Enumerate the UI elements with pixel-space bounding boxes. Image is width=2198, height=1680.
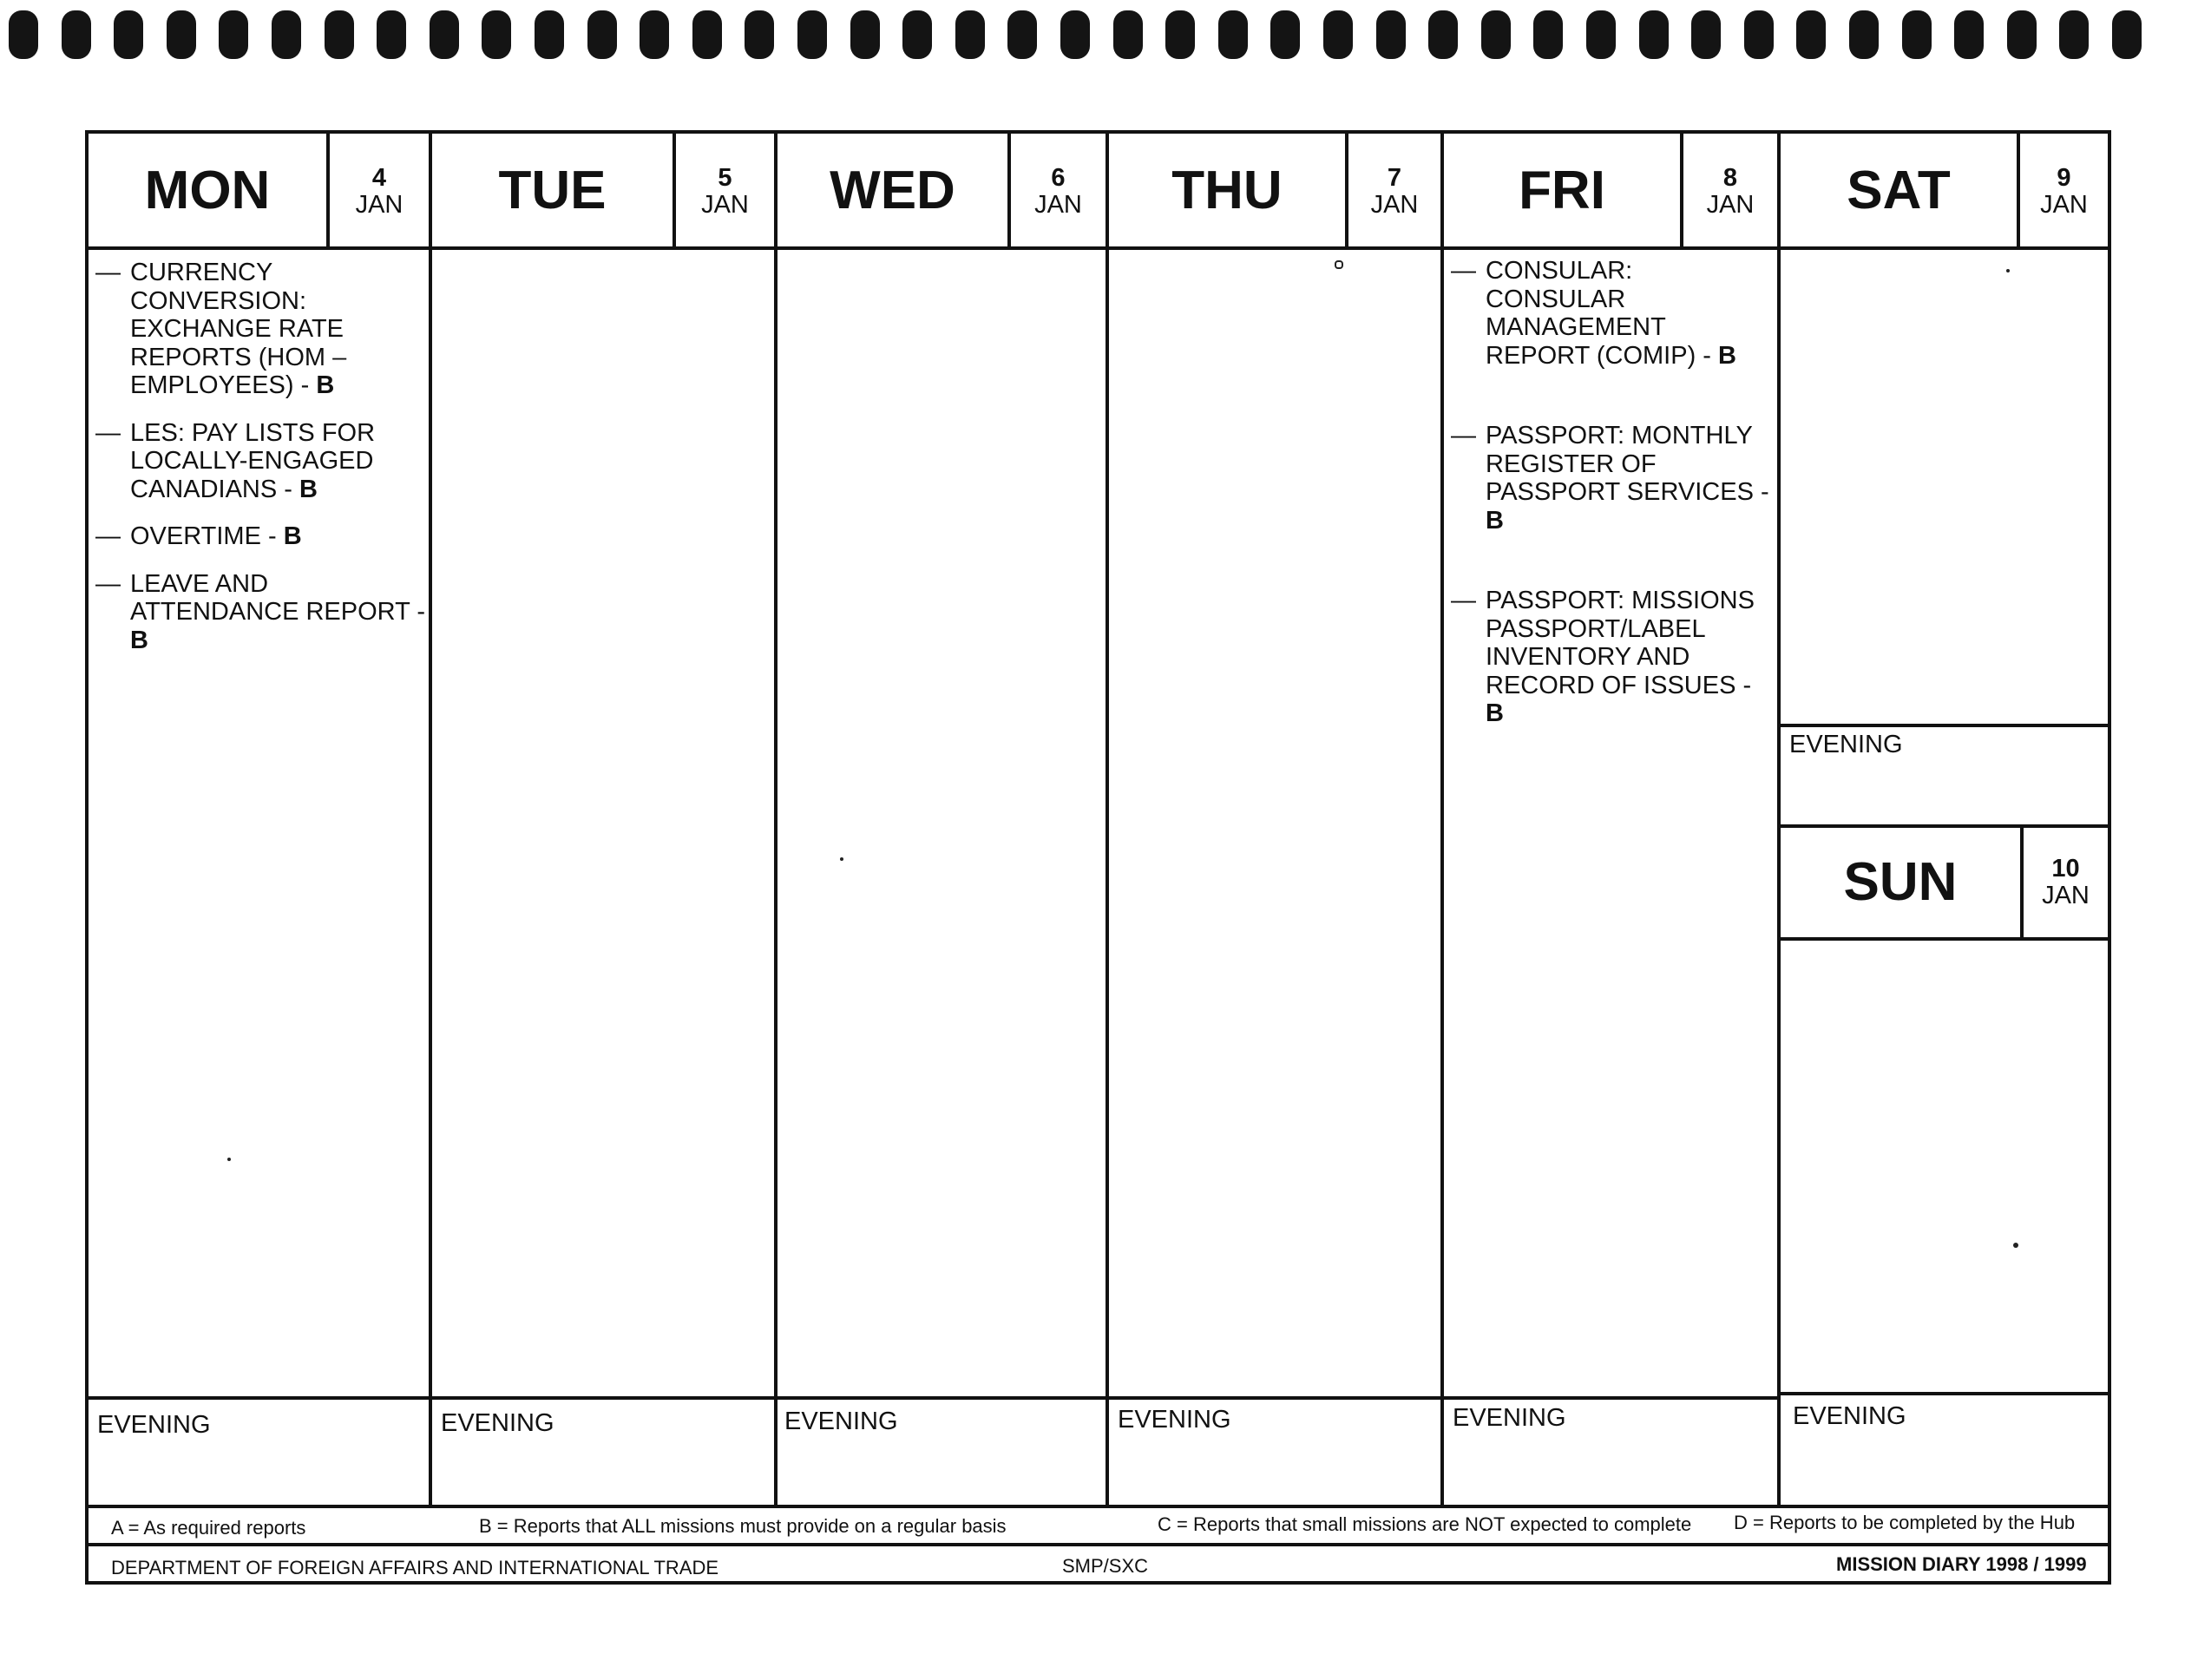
report-entry (1451, 587, 1774, 728)
entry-code: B (1486, 506, 1504, 535)
day-month: JAN (1034, 191, 1082, 219)
day-month: JAN (701, 191, 749, 219)
evening-line (89, 1396, 1777, 1400)
binder-hole (1218, 10, 1248, 59)
entry-dash: — (95, 522, 121, 550)
binder-hole (2112, 10, 2142, 59)
binder-hole (640, 10, 669, 59)
binder-hole (1744, 10, 1774, 59)
binder-hole (1323, 10, 1353, 59)
day-name-mon: MON (144, 161, 271, 220)
entry-code: B (1486, 699, 1504, 727)
binder-hole (1902, 10, 1932, 59)
binder-hole (1639, 10, 1669, 59)
evening-label-sun: EVENING (1793, 1402, 1906, 1430)
day-number: 9 (2057, 164, 2071, 192)
day-date-wed (1011, 165, 1106, 219)
entry-dash: — (1451, 422, 1476, 450)
entry-code: B (283, 522, 302, 550)
binder-hole (272, 10, 301, 59)
report-entry (1451, 422, 1774, 535)
report-entry (1451, 257, 1774, 370)
entry-text: PASSPORT: MISSIONS PASSPORT/LABEL INVENTORY AND RECORD OF ISSUES - (1486, 587, 1755, 699)
binder-hole (1796, 10, 1826, 59)
day-number: 6 (1051, 164, 1066, 192)
binder-hole (1954, 10, 1984, 59)
binder-hole (535, 10, 564, 59)
binder-hole (430, 10, 459, 59)
day-date-thu (1348, 165, 1440, 219)
mon-entries (95, 259, 425, 673)
day-name-wed: WED (830, 161, 955, 220)
binder-hole (325, 10, 354, 59)
entry-text: LEAVE AND ATTENDANCE REPORT - (130, 569, 425, 626)
day-date-sun (2024, 856, 2108, 909)
binder-hole (2059, 10, 2089, 59)
entry-dash: — (95, 418, 121, 447)
binder-hole (1113, 10, 1143, 59)
report-entry (95, 259, 425, 400)
scan-speck (227, 1158, 231, 1161)
entry-text: CURRENCY CONVERSION: EXCHANGE RATE REPORTS (HOM – EMPLOYEES) - (130, 259, 347, 399)
sun-evening-line (1777, 1392, 2108, 1395)
binder-hole (219, 10, 248, 59)
fri-entries (1451, 257, 1774, 747)
entry-dash: — (1451, 587, 1476, 614)
day-month: JAN (2040, 191, 2088, 219)
binder-hole (167, 10, 196, 59)
evening-label-sat: EVENING (1789, 731, 1903, 758)
entry-code: B (299, 475, 318, 503)
day-month: JAN (2042, 882, 2090, 909)
legend-top-line (89, 1505, 2108, 1508)
binder-hole (1007, 10, 1037, 59)
day-number: 5 (718, 164, 732, 192)
entry-dash: — (95, 569, 121, 598)
binder-hole (692, 10, 722, 59)
legend-b: B = Reports that ALL missions must provide on a regular basis (479, 1515, 1007, 1537)
diary-page (85, 130, 2111, 1585)
legend-c: C = Reports that small missions are NOT expected to complete (1158, 1513, 1692, 1535)
entry-text: CONSULAR: CONSULAR MANAGEMENT REPORT (COMIP) - (1486, 257, 1718, 370)
binder-hole (1376, 10, 1406, 59)
day-number: 4 (371, 164, 387, 192)
binder-hole (1849, 10, 1879, 59)
binder-hole (1428, 10, 1458, 59)
evening-label-wed: EVENING (784, 1408, 898, 1435)
binder-hole (1691, 10, 1721, 59)
footer-code: SMP/SXC (1062, 1555, 1149, 1577)
day-number: 10 (2051, 855, 2080, 883)
binder-hole (902, 10, 932, 59)
sat-evening-line (1777, 724, 2108, 727)
sun-header-top-line (1777, 824, 2108, 828)
footer-department: DEPARTMENT OF FOREIGN AFFAIRS AND INTERNATIONAL TRADE (111, 1557, 719, 1578)
entry-code: B (316, 371, 335, 399)
entry-text: LES: PAY LISTS FOR LOCALLY-ENGAGED CANADIANS - (130, 418, 376, 503)
day-date-tue (676, 165, 774, 219)
day-date-sat (2020, 165, 2108, 219)
day-number: 7 (1387, 164, 1402, 192)
report-entry (95, 522, 425, 551)
evening-label-thu: EVENING (1118, 1406, 1231, 1434)
binder-hole (1481, 10, 1511, 59)
report-entry (95, 570, 425, 655)
sun-header-bottom-line (1777, 937, 2108, 941)
day-name-sun: SUN (1843, 852, 1958, 912)
day-date-fri (1683, 165, 1777, 219)
scan-speck (2006, 269, 2010, 272)
binder-hole (955, 10, 985, 59)
day-name-tue: TUE (498, 161, 607, 220)
day-name-fri: FRI (1519, 161, 1605, 220)
entry-code: B (130, 626, 148, 654)
scan-speck (840, 857, 843, 861)
legend-d: D = Reports to be completed by the Hub (1734, 1512, 2076, 1533)
evening-label-mon: EVENING (97, 1411, 211, 1439)
binder-hole (9, 10, 38, 59)
column-divider (774, 134, 778, 1505)
binder-hole (62, 10, 91, 59)
binder-hole (1533, 10, 1563, 59)
column-divider (1106, 134, 1109, 1505)
column-divider (1777, 134, 1781, 1505)
scan-speck (1335, 260, 1343, 269)
binder-hole (377, 10, 406, 59)
binder-hole (114, 10, 143, 59)
column-divider (1440, 134, 1444, 1505)
entry-dash: — (1451, 257, 1476, 285)
binder-hole (850, 10, 880, 59)
binder-hole (1586, 10, 1616, 59)
binder-hole (1060, 10, 1090, 59)
column-divider (429, 134, 432, 1505)
binder-hole (745, 10, 774, 59)
binder-hole (2007, 10, 2037, 59)
day-number: 8 (1722, 164, 1738, 192)
binder-hole (587, 10, 617, 59)
day-month: JAN (1370, 191, 1419, 219)
entry-dash: — (95, 259, 121, 286)
entry-code: B (1718, 341, 1736, 370)
day-month: JAN (355, 191, 404, 219)
evening-label-tue: EVENING (441, 1409, 554, 1437)
scan-speck (2013, 1243, 2018, 1248)
day-date-mon (330, 165, 429, 219)
day-name-thu: THU (1171, 161, 1283, 220)
footer-top-line (89, 1543, 2108, 1546)
header-bottom-line (89, 246, 2108, 250)
legend-a: A = As required reports (111, 1517, 306, 1539)
binder-hole (1165, 10, 1195, 59)
report-entry (95, 419, 425, 504)
day-name-sat: SAT (1847, 161, 1951, 220)
binder-holes (9, 10, 2178, 62)
day-month: JAN (1706, 191, 1755, 219)
binder-hole (797, 10, 827, 59)
entry-text: OVERTIME - (130, 522, 284, 550)
footer-diary-title: MISSION DIARY 1998 / 1999 (1836, 1553, 2087, 1575)
evening-label-fri: EVENING (1453, 1404, 1566, 1432)
binder-hole (482, 10, 511, 59)
entry-text: PASSPORT: MONTHLY REGISTER OF PASSPORT SERVICES - (1486, 422, 1769, 506)
binder-hole (1270, 10, 1300, 59)
